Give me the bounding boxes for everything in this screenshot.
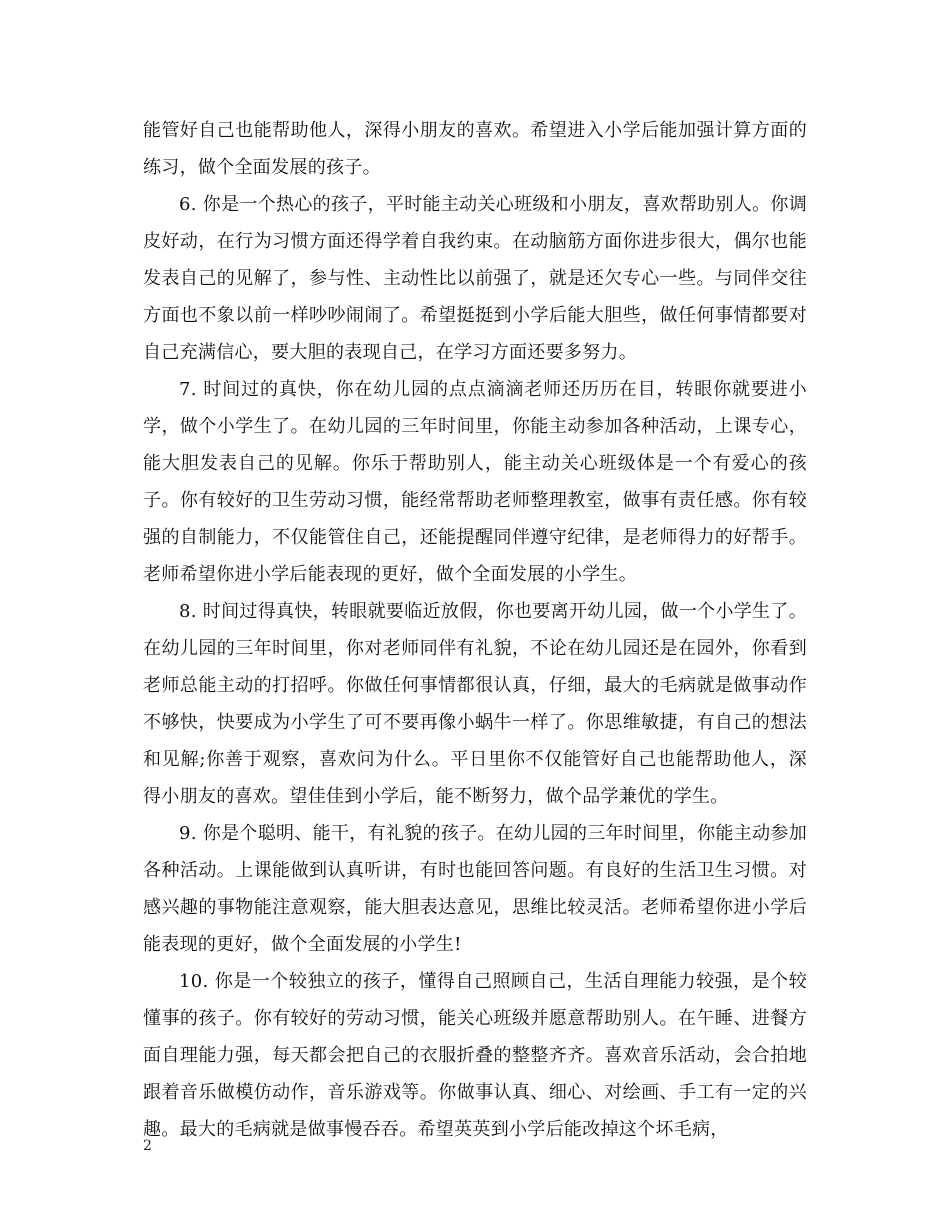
paragraph-continuation: 能管好自己也能帮助他人，深得小朋友的喜欢。希望进入小学后能加强计算方面的练习，做个全面发展的孩子。 [143,120,807,178]
paragraph-item-10: 10. 你是一个较独立的孩子，懂得自己照顾自己，生活自理能力较强，是个较懂事的孩子。你有较好的劳动习惯，能关心班级并愿意帮助别人。在午睡、进餐方面自理能力强，每天都会把自己的衣服折叠的整整齐齐。喜欢音乐活动，会合拍地跟着音乐做模仿动作，音乐游戏等。你做事认真、细心、对绘画、手工有一定的兴趣。最大的毛病就是做事慢吞吞。希望英英到小学后能改掉这个坏毛病， [143,971,807,1140]
page-number: 2 [143,1138,152,1154]
paragraph-item-6: 6. 你是一个热心的孩子，平时能主动关心班级和小朋友，喜欢帮助别人。你调皮好动，在行为习惯方面还得学着自我约束。在动脑筋方面你进步很大，偶尔也能发表自己的见解了，参与性、主动性比以前强了，就是还欠专心一些。与同伴交往方面也不象以前一样吵吵闹闹了。希望挺挺到小学后能大胆些，做任何事情都要对自己充满信心，要大胆的表现自己，在学习方面还要多努力。 [143,194,807,363]
document-body [143,112,807,1148]
paragraph-item-8: 8. 时间过得真快，转眼就要临近放假，你也要离开幼儿园，做一个小学生了。在幼儿园的三年时间里，你对老师同伴有礼貌，不论在幼儿园还是在园外，你看到老师总能主动的打招呼。你做任何事情都很认真，仔细，最大的毛病就是做事动作不够快，快要成为小学生了可不要再像小蜗牛一样了。你思维敏捷，有自己的想法和见解;你善于观察，喜欢问为什么。平日里你不仅能管好自己也能帮助他人，深得小朋友的喜欢。望佳佳到小学后，能不断努力，做个品学兼优的学生。 [143,601,807,807]
paragraph-item-9: 9. 你是个聪明、能干，有礼貌的孩子。在幼儿园的三年时间里，你能主动参加各种活动。上课能做到认真听讲，有时也能回答问题。有良好的生活卫生习惯。对感兴趣的事物能注意观察，能大胆表达意见，思维比较灵活。老师希望你进小学后能表现的更好，做个全面发展的小学生! [143,823,807,955]
paragraph-item-7: 7. 时间过的真快，你在幼儿园的点点滴滴老师还历历在目，转眼你就要进小学，做个小学生了。在幼儿园的三年时间里，你能主动参加各种活动，上课专心，能大胆发表自己的见解。你乐于帮助别人，能主动关心班级体是一个有爱心的孩子。你有较好的卫生劳动习惯，能经常帮助老师整理教室，做事有责任感。你有较强的自制能力，不仅能管住自己，还能提醒同伴遵守纪律，是老师得力的好帮手。老师希望你进小学后能表现的更好，做个全面发展的小学生。 [143,379,807,585]
